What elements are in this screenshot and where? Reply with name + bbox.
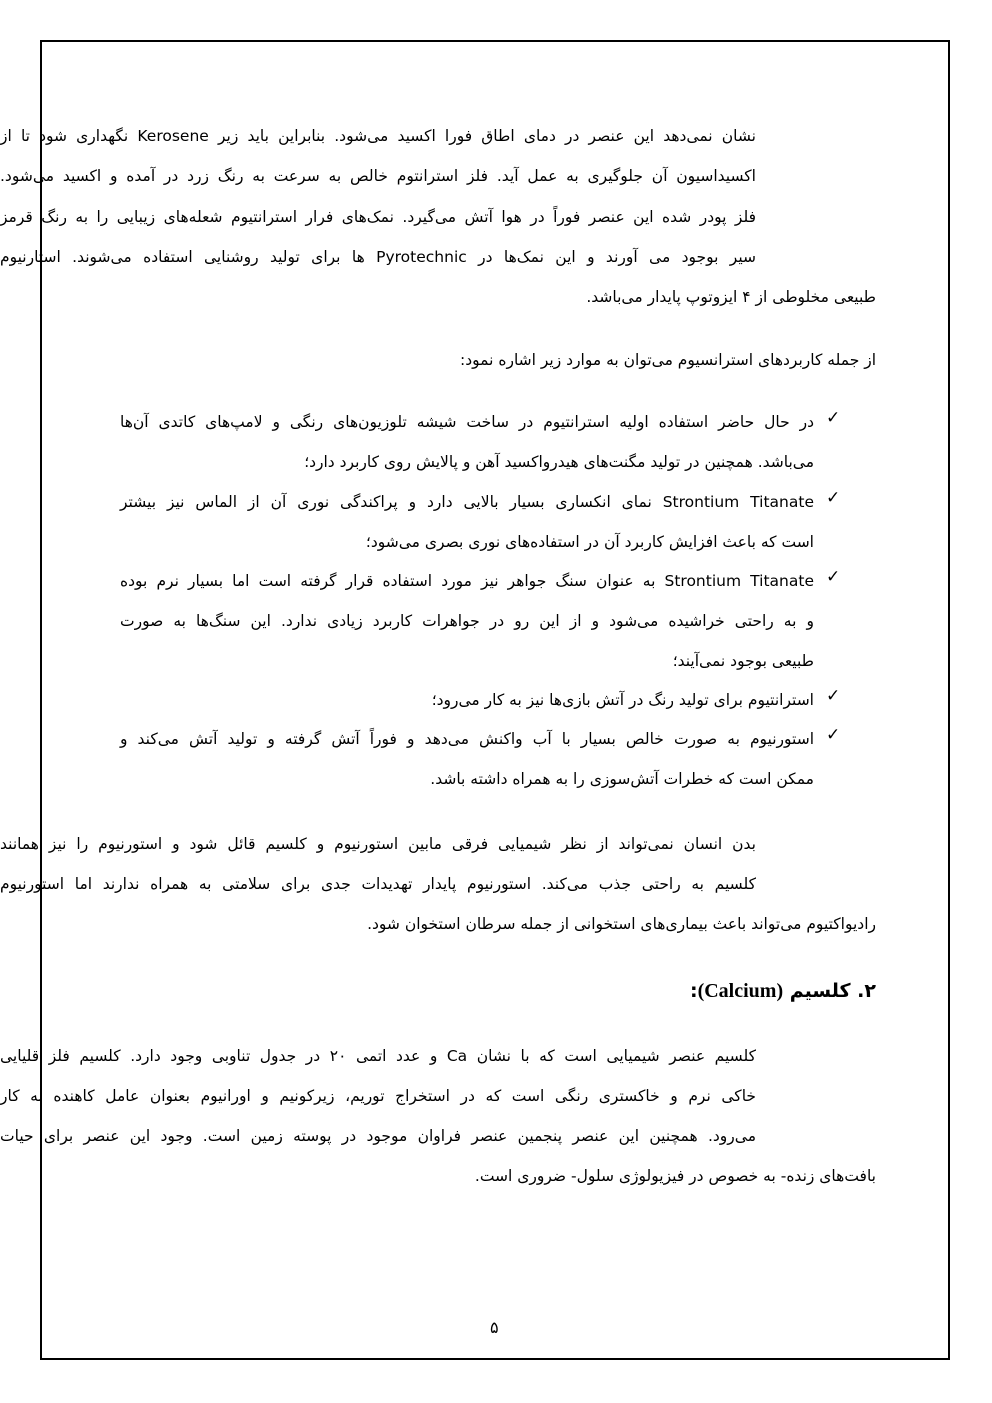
list-item-line: استورنیوم به صورت خالص بسیار با آب واکنش می‌دهد و فوراً آتش گرفته و تولید آتش می‌کند و [120,730,814,748]
paragraph-line: اکسیداسیون آن جلوگیری به عمل آید. فلز استرانتوم خالص به سرعت به رنگ زرد در آمده و اکسید می‌شود. [0,167,756,185]
paragraph-line: می‌رود. همچنین این عنصر پنجمین عنصر فراوان موجود در پوسته زمین است. وجود این عنصر برای حیات [0,1127,756,1145]
list-item-line: می‌باشد. همچنین در تولید مگنت‌های هیدرواکسید آهن و پالایش روی کاربرد دارد؛ [304,453,814,471]
list-item-line: استرانتیوم برای تولید رنگ در آتش بازی‌ها نیز به کار می‌رود؛ [431,691,814,709]
list-item-line: Strontium Titanate به عنوان سنگ جواهر نیز مورد استفاده قرار گرفته است اما بسیار نرم بوده [120,572,814,590]
paragraph-line: سیر بوجود می آورند و این نمک‌ها در Pyrotechnic ها برای تولید روشنایی استفاده می‌شوند. استارنیوم [0,248,756,266]
list-item-line: Strontium Titanate نمای انکساری بسیار بالایی دارد و پراکندگی نوری آن از الماس نیز بیشتر [120,493,814,511]
heading-latin: (Calcium) [697,980,784,1002]
checkmark-icon: ✓ [826,567,841,587]
checkmark-icon: ✓ [826,488,841,508]
paragraph-line: خاکی نرم و خاکستری رنگی است که در استخراج توریم، زیرکونیم و اورانیوم بعنوان عامل کاهنده به کار [0,1087,756,1105]
list-item-line: ممکن است که خطرات آتش‌سوزی را به همراه داشته باشد. [430,770,814,788]
list-item-line: و به راحتی خراشیده می‌شود و از این رو در جواهرات کاربرد زیادی ندارد. این سنگ‌ها به صورت [120,612,814,630]
checkmark-icon: ✓ [826,686,841,706]
paragraph-line: کلسیم عنصر شیمیایی است که با نشان Ca و عدد اتمی ۲۰ در جدول تناوبی وجود دارد. کلسیم فلز قلیایی [0,1047,756,1065]
paragraph-line: بدن انسان نمی‌تواند از نظر شیمیایی فرقی مابین استورنیوم و کلسیم قائل شود و استورنیوم را نیز همانند [0,835,756,853]
list-item-line: طبیعی بوجود نمی‌آیند؛ [672,652,814,670]
section-heading-calcium [690,978,876,1004]
paragraph-line: طبیعی مخلوطی از ۴ ایزوتوپ پایدار می‌باشد. [586,288,876,306]
heading-suffix: : [689,980,698,1002]
paragraph-line: رادیواکتیوم می‌تواند باعث بیماری‌های استخوانی از جمله سرطان استخوان شود. [367,915,876,933]
list-intro: از جمله کاربردهای استرانسیوم می‌توان به موارد زیر اشاره نمود: [460,351,876,369]
paragraph-line: فلز پودر شده این عنصر فوراً در هوا آتش می‌گیرد. نمک‌های فرار استرانتیوم شعله‌های زیبایی را به رنگ قرمز [0,208,756,226]
list-item-line: در حال حاضر استفاده اولیه استرانتیوم در ساخت شیشه تلوزیون‌های رنگی و لامپ‌های کاتدی آن‌ها [120,413,814,431]
page-number: ۵ [490,1318,499,1337]
paragraph-line: نشان نمی‌دهد این عنصر در دمای اطاق فورا اکسید می‌شود. بنابراین باید زیر Kerosene نگهداری شود تا از [0,127,756,145]
heading-title: کلسیم [789,980,851,1002]
list-item-line: است که باعث افزایش کاربرد آن در استفاده‌های نوری بصری می‌شود؛ [365,533,814,551]
heading-number: ۲. [857,980,876,1002]
paragraph-line: بافت‌های زنده- به خصوص در فیزیولوژی سلول- ضروری است. [474,1167,876,1185]
paragraph-line: کلسیم به راحتی جذب می‌کند. استورنیوم پایدار تهدیدات جدی برای سلامتی به همراه ندارند اما استورنیوم [0,875,756,893]
checkmark-icon: ✓ [826,725,841,745]
checkmark-icon: ✓ [826,408,841,428]
